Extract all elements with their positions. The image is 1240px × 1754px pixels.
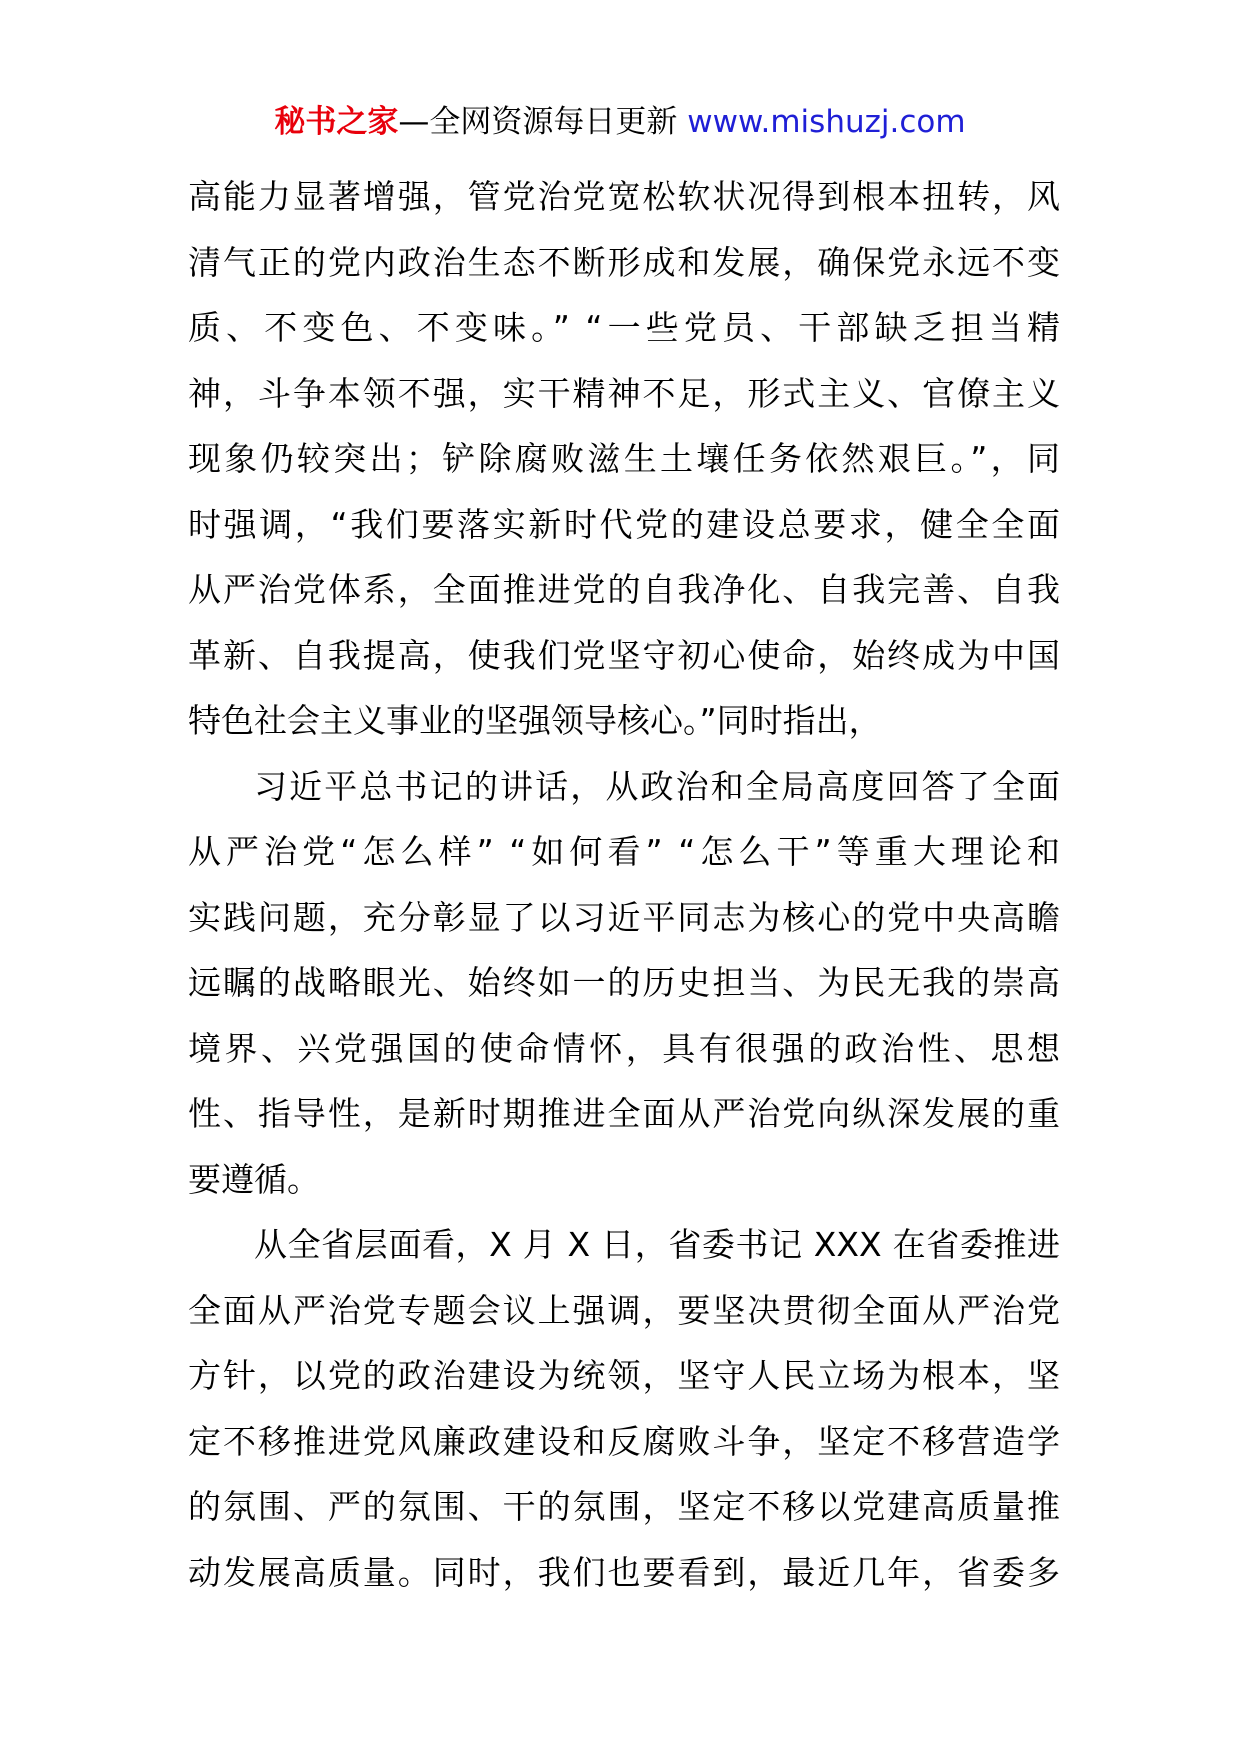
text-line: 习近平总书记的讲话，从政治和全局高度回答了全面	[254, 766, 1060, 806]
text-line: 性、指导性，是新时期推进全面从严治党向纵深发展的重	[188, 1094, 1060, 1133]
text-line: 全面从严治党专题会议上强调，要坚决贯彻全面从严治党	[188, 1290, 1060, 1330]
text-line: 实践问题，充分彰显了以习近平同志为核心的党中央高瞻	[188, 897, 1060, 937]
site-brand: 秘书之家	[274, 104, 399, 140]
text-line: 方针，以党的政治建设为统领，坚守人民立场为根本，坚	[188, 1356, 1060, 1395]
text-line: 动发展高质量。同时，我们也要看到，最近几年，省委多	[188, 1552, 1060, 1592]
site-header	[0, 100, 1240, 144]
paragraph	[188, 754, 1060, 1213]
text-line: 现象仍较突出；铲除腐败滋生土壤任务依然艰巨。”，同	[188, 439, 1060, 478]
text-line: 远瞩的战略眼光、始终如一的历史担当、为民无我的崇高	[188, 963, 1060, 1002]
text-line: 境界、兴党强国的使命情怀，具有很强的政治性、思想	[188, 1028, 1060, 1068]
text-line: 神，斗争本领不强，实干精神不足，形式主义、官僚主义	[188, 373, 1060, 413]
site-tagline: —全网资源每日更新	[398, 104, 688, 140]
text-line: 从严治党体系，全面推进党的自我净化、自我完善、自我	[188, 570, 1060, 609]
text-line: 革新、自我提高，使我们党坚守初心使命，始终成为中国	[188, 635, 1060, 675]
paragraph	[188, 164, 1060, 754]
text-line: 高能力显著增强，管党治党宽松软状况得到根本扭转，风	[188, 177, 1060, 216]
text-line: 从严治党“怎么样” “如何看” “怎么干”等重大理论和	[188, 832, 1060, 871]
paragraph	[188, 1212, 1060, 1605]
document-body	[188, 164, 1060, 1605]
text-line: 质、不变色、不变味。” “一些党员、干部缺乏担当精	[188, 308, 1060, 347]
text-line: 定不移推进党风廉政建设和反腐败斗争，坚定不移营造学	[188, 1421, 1060, 1461]
text-line: 清气正的党内政治生态不断形成和发展，确保党永远不变	[188, 242, 1060, 282]
text-line: 要遵循。	[188, 1159, 320, 1199]
text-line: 特色社会主义事业的坚强领导核心。”同时指出，	[188, 701, 882, 740]
text-line: 时强调，“我们要落实新时代党的建设总要求，健全全面	[188, 504, 1060, 544]
text-line: 的氛围、严的氛围、干的氛围，坚定不移以党建高质量推	[188, 1487, 1060, 1526]
text-line: 从全省层面看，X 月 X 日，省委书记 XXX 在省委推进	[254, 1225, 1060, 1264]
site-url-link[interactable]: www.mishuzj.com	[687, 104, 966, 140]
